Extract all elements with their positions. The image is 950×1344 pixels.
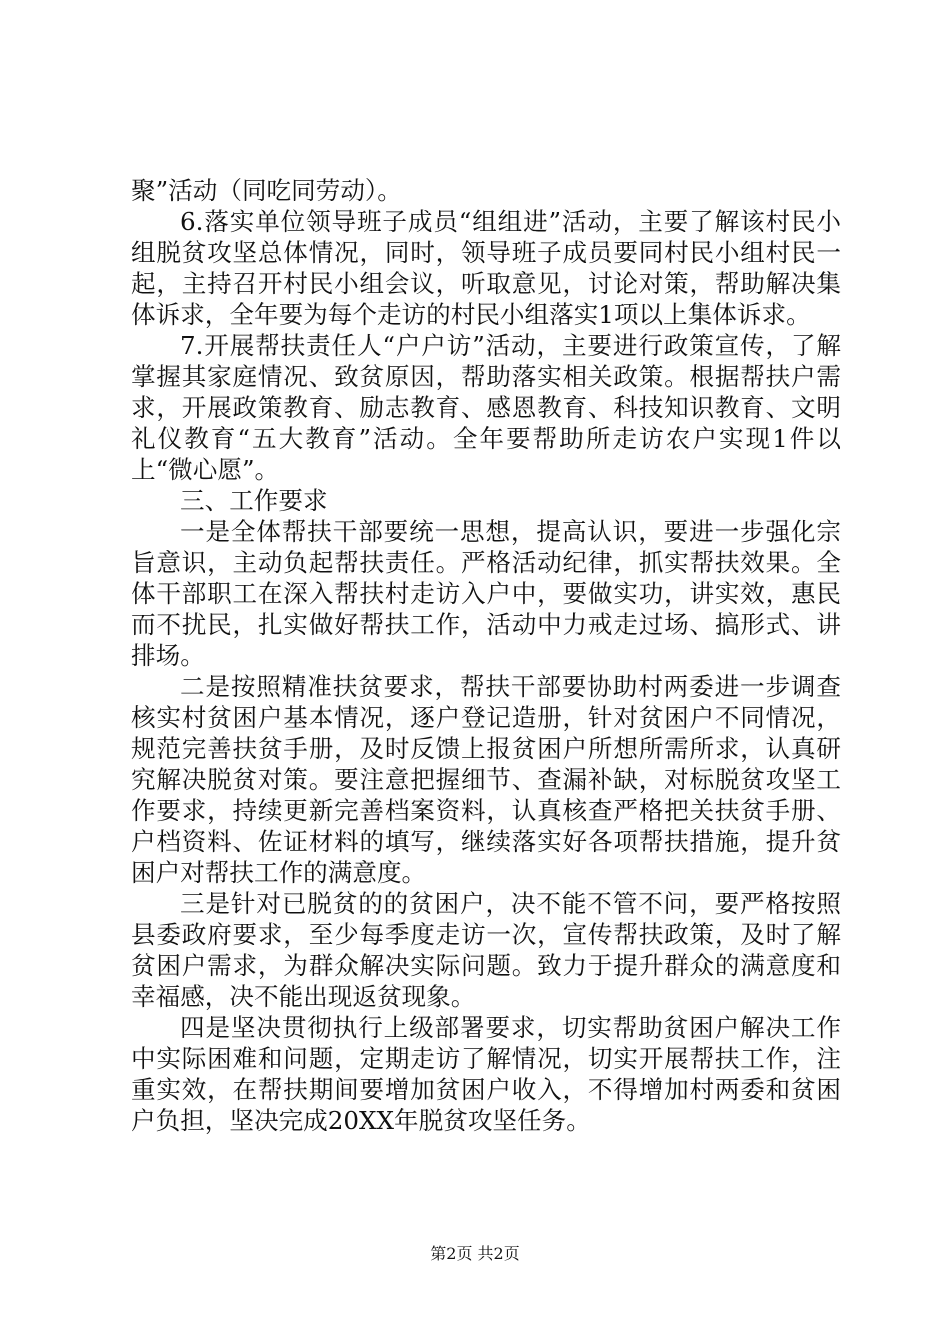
document-body [131,175,841,1136]
section-heading-work-requirements: 三、工作要求 [180,486,328,515]
paragraph-continuation: 聚”活动（同吃同劳动）。 [131,176,402,205]
paragraph-item-7: 7.开展帮扶责任人“户户访”活动，主要进行政策宣传，了解掌握其家庭情况、致贫原因，帮助落实相关政策。根据帮扶户需求，开展政策教育、励志教育、感恩教育、科技知识教育、文明礼仪教育“五大教育”活动。全年要帮助所走访农户实现1件以上“微心愿”。 [131,331,841,484]
paragraph-requirement-4: 四是坚决贯彻执行上级部署要求，切实帮助贫困户解决工作中实际困难和问题，定期走访了解情况，切实开展帮扶工作，注重实效，在帮扶期间要增加贫困户收入，不得增加村两委和贫困户负担，坚决完成20XX年脱贫攻坚任务。 [131,1013,841,1135]
paragraph-requirement-3: 三是针对已脱贫的的贫困户，决不能不管不问，要严格按照县委政府要求，至少每季度走访一次，宣传帮扶政策，及时了解贫困户需求，为群众解决实际问题。致力于提升群众的满意度和幸福感，决不能出现返贫现象。 [131,889,841,1011]
paragraph-requirement-2: 二是按照精准扶贫要求，帮扶干部要协助村两委进一步调查核实村贫困户基本情况，逐户登记造册，针对贫困户不同情况，规范完善扶贫手册，及时反馈上报贫困户所想所需所求，认真研究解决脱贫对策。要注意把握细节、查漏补缺，对标脱贫攻坚工作要求，持续更新完善档案资料，认真核查严格把关扶贫手册、户档资料、佐证材料的填写，继续落实好各项帮扶措施，提升贫困户对帮扶工作的满意度。 [131,672,841,887]
page-number-footer: 第2页 共2页 [430,1244,520,1263]
paragraph-requirement-1: 一是全体帮扶干部要统一思想，提高认识，要进一步强化宗旨意识，主动负起帮扶责任。严格活动纪律，抓实帮扶效果。全体干部职工在深入帮扶村走访入户中，要做实功，讲实效，惠民而不扰民，扎实做好帮扶工作，活动中力戒走过场、搞形式、讲排场。 [131,517,841,670]
paragraph-item-6: 6.落实单位领导班子成员“组组进”活动，主要了解该村民小组脱贫攻坚总体情况，同时，领导班子成员要同村民小组村民一起，主持召开村民小组会议，听取意见，讨论对策，帮助解决集体诉求，全年要为每个走访的村民小组落实1项以上集体诉求。 [131,207,841,329]
